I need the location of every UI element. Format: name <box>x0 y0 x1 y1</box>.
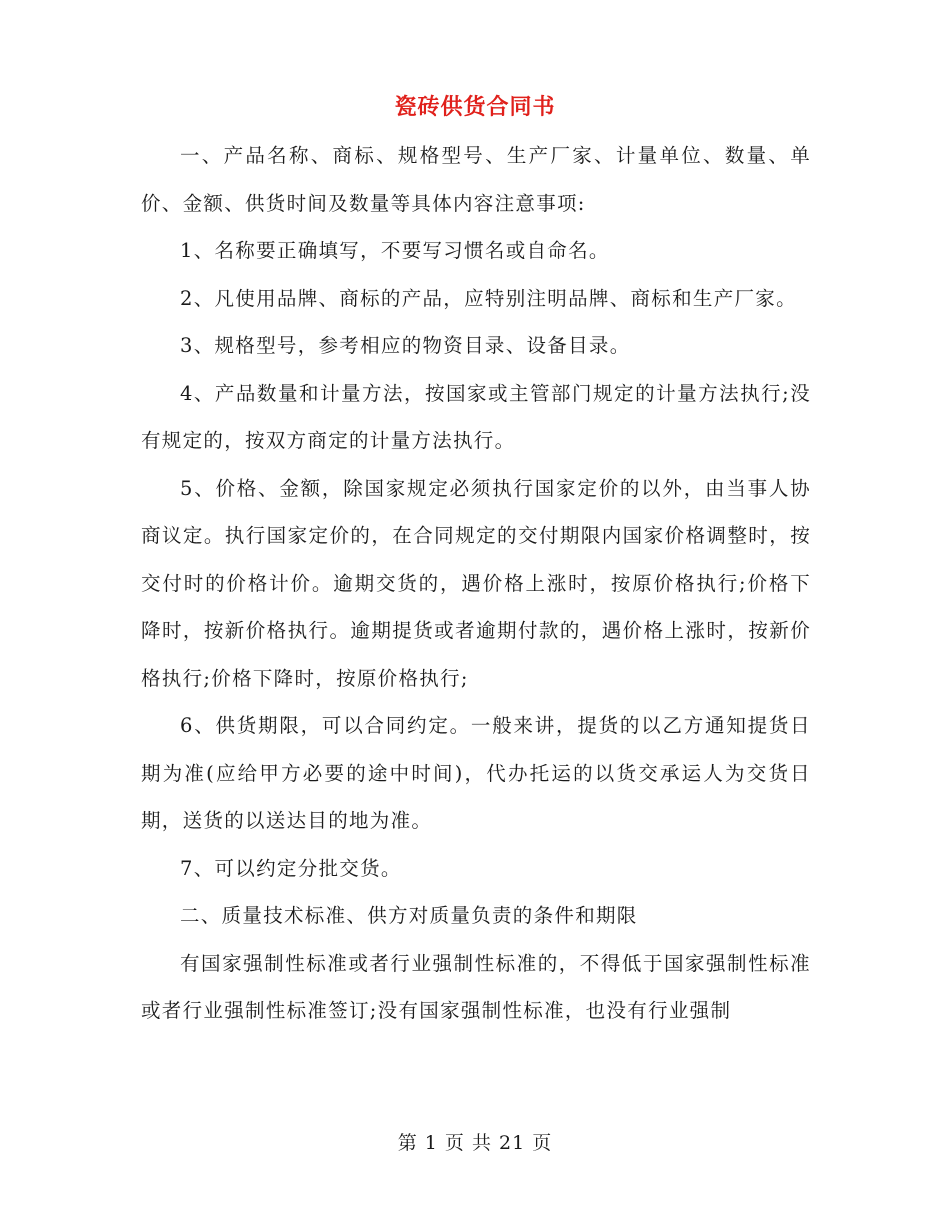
paragraph-item-3: 3、规格型号，参考相应的物资目录、设备目录。 <box>180 334 631 357</box>
paragraph-item-4: 4、产品数量和计量方法，按国家或主管部门规定的计量方法执行;没有规定的，按双方商定的计量方法执行。 <box>141 381 811 452</box>
paragraph-item-5: 5、价格、金额，除国家规定必须执行国家定价的以外，由当事人协商议定。执行国家定价的，在合同规定的交付期限内国家价格调整时，按交付时的价格计价。逾期交货的，遇价格上涨时，按原价格执行;价格下降时，按新价格执行。逾期提货或者逾期付款的，遇价格上涨时，按新价格执行;价格下降时，按原价格执行; <box>141 476 811 690</box>
paragraph-item-2: 2、凡使用品牌、商标的产品，应特别注明品牌、商标和生产厂家。 <box>180 286 797 310</box>
paragraph-section-1-heading: 一、产品名称、商标、规格型号、生产厂家、计量单位、数量、单价、金额、供货时间及数量等具体内容注意事项: <box>141 144 811 215</box>
paragraph-section-2-body: 有国家强制性标准或者行业强制性标准的，不得低于国家强制性标准或者行业强制性标准签订;没有国家强制性标准，也没有行业强制 <box>141 951 811 1022</box>
paragraph-section-2-heading: 二、质量技术标准、供方对质量负责的条件和期限 <box>180 904 638 927</box>
paragraph-item-1: 1、名称要正确填写，不要写习惯名或自命名。 <box>180 239 610 262</box>
page-number-footer: 第 1 页 共 21 页 <box>397 1132 553 1154</box>
paragraph-item-6: 6、供货期限，可以合同约定。一般来讲，提货的以乙方通知提货日期为准(应给甲方必要的途中时间)，代办托运的以货交承运人为交货日期，送货的以送达目的地为准。 <box>141 714 811 832</box>
document-title: 瓷砖供货合同书 <box>394 94 556 120</box>
document-body <box>141 132 811 1035</box>
paragraph-item-7: 7、可以约定分批交货。 <box>180 856 402 880</box>
